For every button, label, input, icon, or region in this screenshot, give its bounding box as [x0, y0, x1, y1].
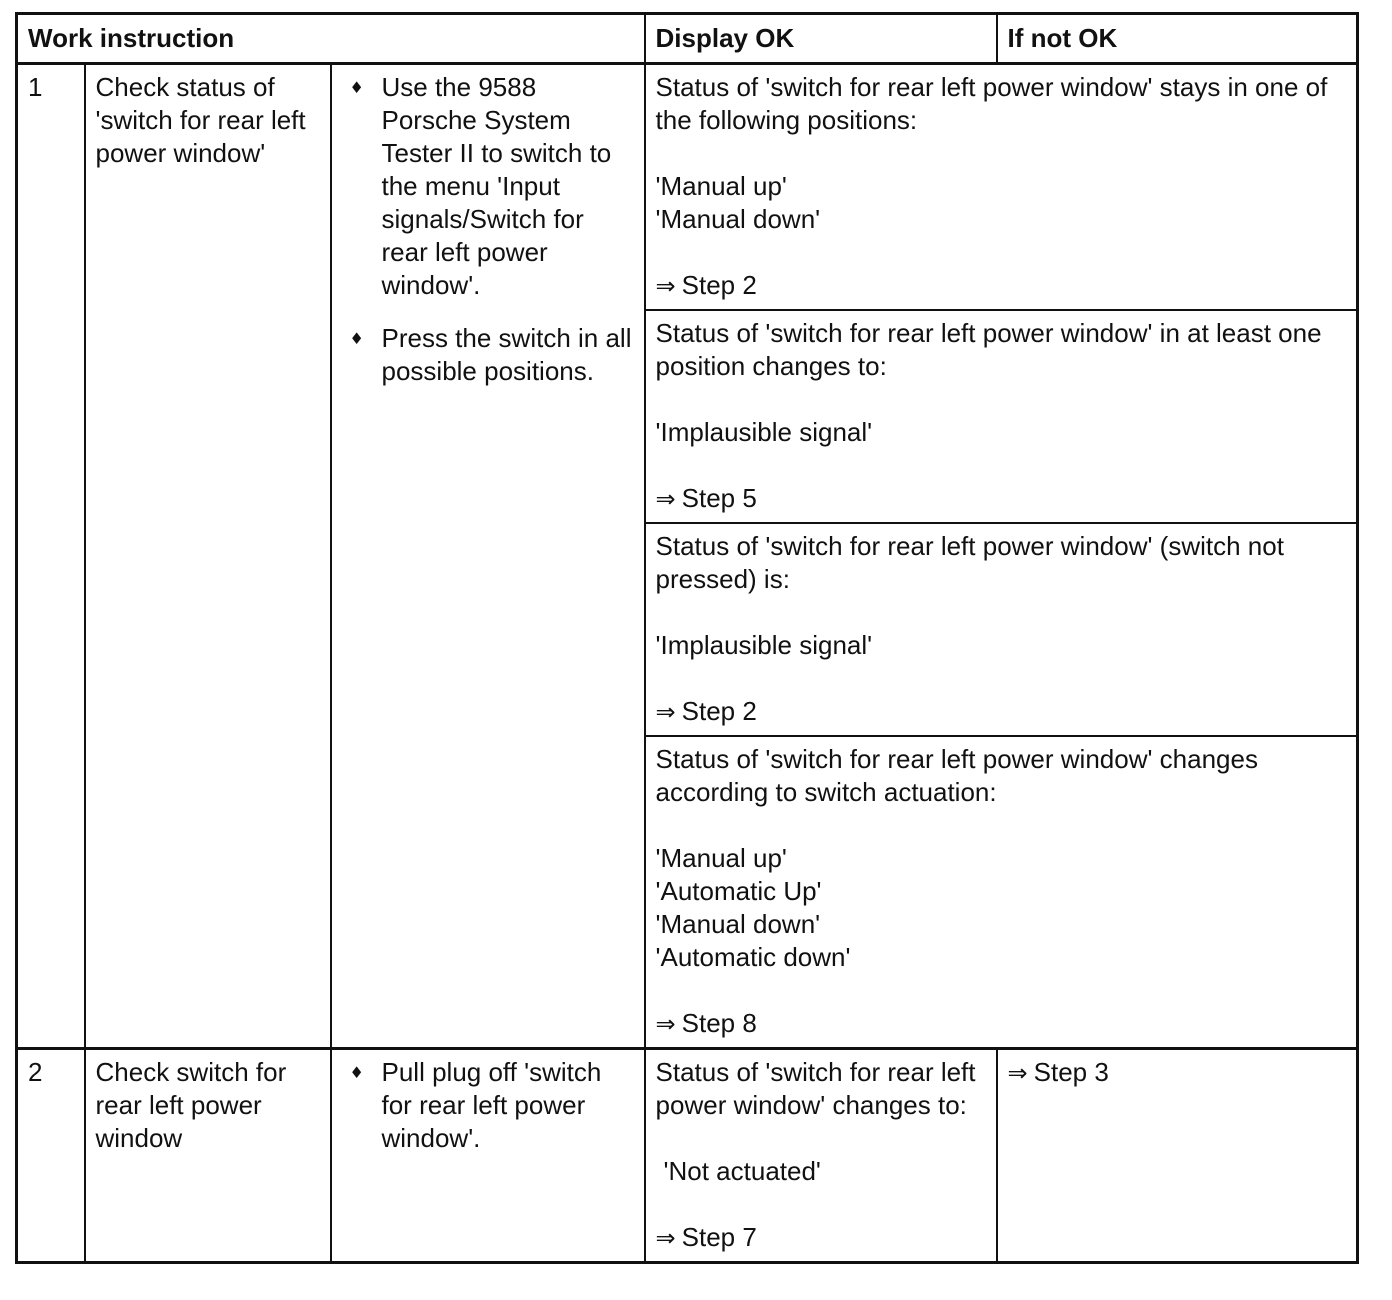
bullet-diamond-icon: ♦	[349, 78, 364, 97]
next-step-link[interactable]	[656, 1221, 986, 1255]
outcome-value: 'Manual down'	[655, 909, 821, 939]
header-work-instruction: Work instruction	[17, 14, 645, 64]
step-2-if-not-ok	[997, 1049, 1358, 1263]
outcome-value: 'Automatic down'	[655, 942, 851, 972]
step-2-display-ok	[645, 1049, 997, 1263]
next-step-link[interactable]	[656, 482, 1347, 516]
next-step-label: Step 8	[681, 1008, 757, 1038]
bullet-diamond-icon: ♦	[349, 1063, 364, 1082]
step-1-task: Check status of 'switch for rear left power window'	[85, 64, 331, 1049]
header-if-not-ok: If not OK	[997, 14, 1358, 64]
outcome-value: 'Implausible signal'	[655, 417, 873, 447]
outcome-description: Status of 'switch for rear left power window' (switch not pressed) is:	[655, 531, 1284, 594]
next-step-link[interactable]	[656, 1007, 1347, 1041]
next-step-label: Step 2	[681, 696, 757, 726]
next-step-label: Step 7	[681, 1222, 757, 1252]
work-instruction-table	[15, 12, 1359, 1264]
step-1-outcome-4	[645, 736, 1358, 1049]
step-2-instruction-1-text: Pull plug off 'switch for rear left power window'.	[381, 1057, 602, 1153]
next-step-label: Step 3	[1033, 1057, 1109, 1087]
right-double-arrow-icon: ⇒	[655, 1224, 676, 1252]
step-2-instructions	[331, 1049, 645, 1263]
step-1-row-outcome-1	[17, 64, 1358, 311]
next-step-link[interactable]	[656, 695, 1347, 729]
step-2-task: Check switch for rear left power window	[85, 1049, 331, 1263]
step-1-instruction-1	[342, 71, 634, 302]
outcome-value: 'Manual down'	[655, 204, 821, 234]
step-1-instructions	[331, 64, 645, 1049]
outcome-description: Status of 'switch for rear left power window' changes to:	[655, 1057, 976, 1120]
right-double-arrow-icon: ⇒	[1007, 1059, 1028, 1087]
bullet-diamond-icon: ♦	[349, 329, 364, 348]
next-step-label: Step 2	[681, 270, 757, 300]
outcome-value: 'Implausible signal'	[655, 630, 873, 660]
step-1-outcome-2	[645, 310, 1358, 523]
right-double-arrow-icon: ⇒	[655, 485, 676, 513]
step-1-instruction-2-text: Press the switch in all possible positions.	[381, 323, 632, 386]
right-double-arrow-icon: ⇒	[655, 698, 676, 726]
work-instruction-table-wrapper	[15, 12, 1359, 1264]
next-step-link[interactable]	[1008, 1056, 1347, 1090]
outcome-value: 'Not actuated'	[663, 1156, 821, 1186]
outcome-description: Status of 'switch for rear left power window' stays in one of the following positions:	[655, 72, 1328, 135]
step-2-row	[17, 1049, 1358, 1263]
header-row	[17, 14, 1358, 64]
right-double-arrow-icon: ⇒	[655, 1010, 676, 1038]
right-double-arrow-icon: ⇒	[655, 272, 676, 300]
step-1-instruction-2	[342, 322, 634, 388]
outcome-description: Status of 'switch for rear left power window' in at least one position changes to:	[655, 318, 1322, 381]
outcome-value: 'Manual up'	[655, 171, 787, 201]
next-step-link[interactable]	[656, 269, 1347, 303]
outcome-description: Status of 'switch for rear left power window' changes according to switch actuation:	[655, 744, 1258, 807]
header-display-ok: Display OK	[645, 14, 997, 64]
step-1-number: 1	[17, 64, 85, 1049]
step-2-instruction-1	[342, 1056, 634, 1155]
outcome-value: 'Manual up'	[655, 843, 787, 873]
step-1-outcome-3	[645, 523, 1358, 736]
next-step-label: Step 5	[681, 483, 757, 513]
step-2-number: 2	[17, 1049, 85, 1263]
step-1-instruction-1-text: Use the 9588 Porsche System Tester II to switch to the menu 'Input signals/Switch for rear left power window'.	[381, 72, 612, 300]
step-1-outcome-1	[645, 64, 1358, 311]
outcome-value: 'Automatic Up'	[655, 876, 822, 906]
